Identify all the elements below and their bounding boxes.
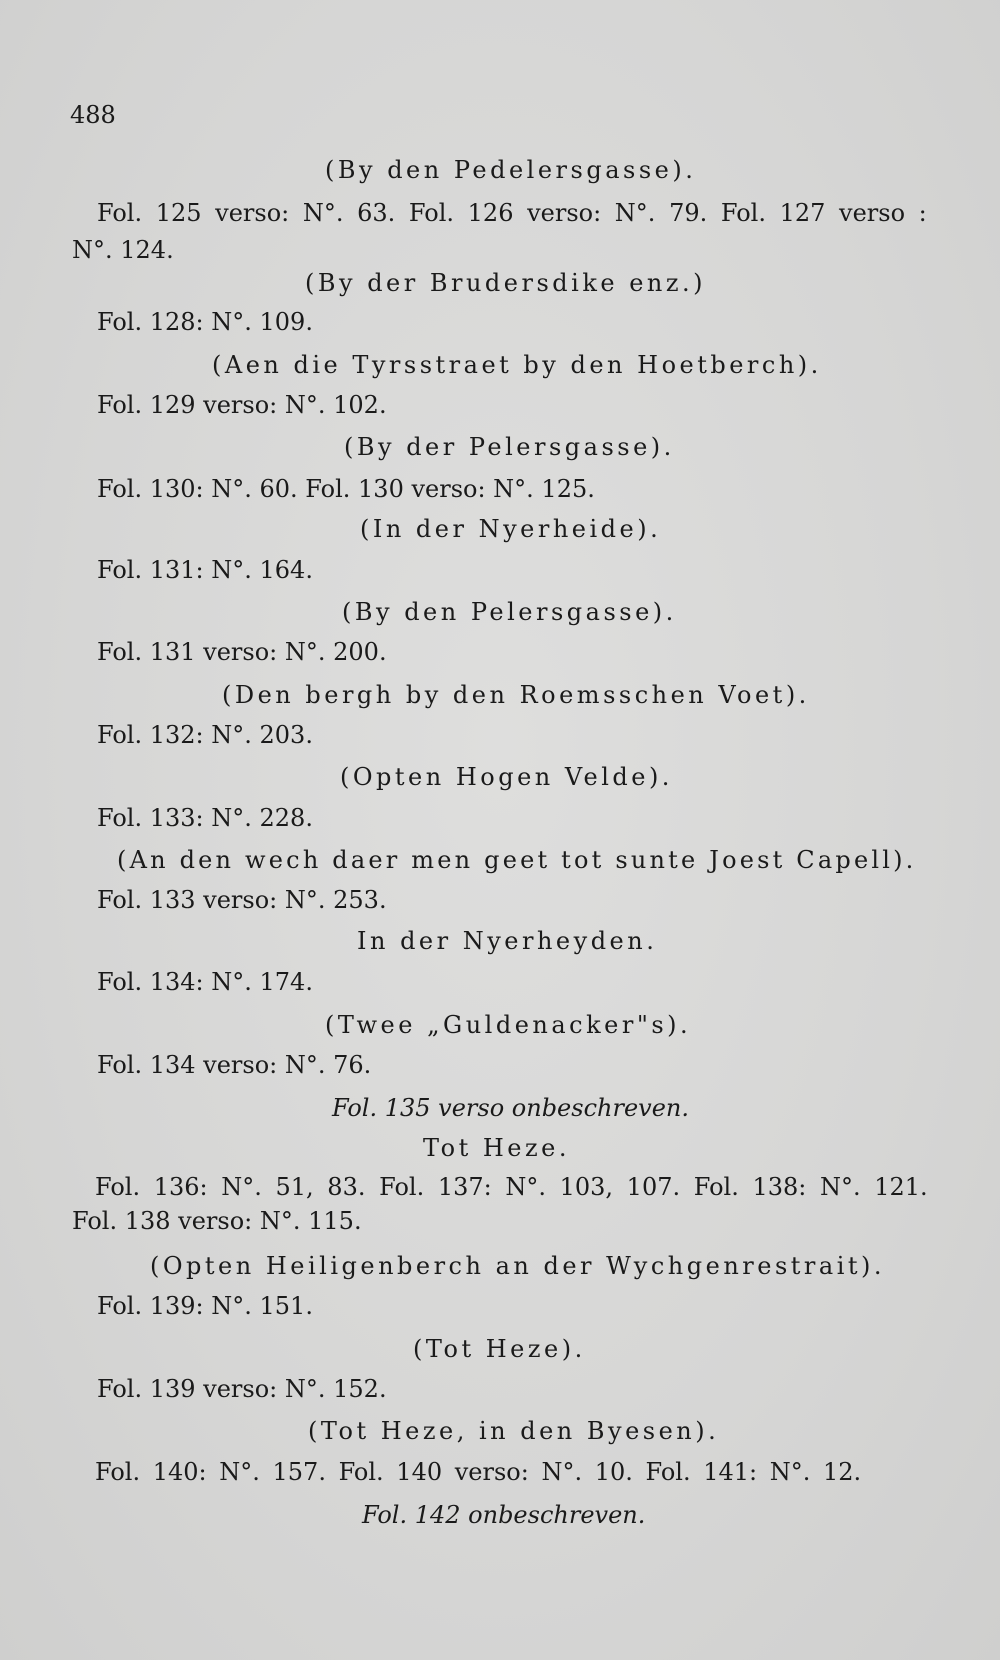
- section-heading: (An den wech daer men geet tot sunte Joest Capell).: [117, 846, 917, 874]
- folio-entry: N°. 124.: [72, 236, 174, 264]
- section-note: Fol. 142 onbeschreven.: [362, 1501, 646, 1529]
- folio-entry: Fol. 136: N°. 51, 83. Fol. 137: N°. 103, 107. Fol. 138: N°. 121.: [95, 1173, 928, 1201]
- folio-entry: Fol. 125 verso: N°. 63. Fol. 126 verso: N°. 79. Fol. 127 verso :: [97, 199, 927, 227]
- section-heading: (Opten Hogen Velde).: [340, 763, 673, 791]
- page-number: 488: [70, 101, 116, 129]
- section-heading: (In der Nyerheide).: [360, 515, 662, 543]
- section-heading: In der Nyerheyden.: [357, 927, 658, 955]
- section-heading: (Opten Heiligenberch an der Wychgenrestrait).: [150, 1252, 885, 1280]
- folio-entry: Fol. 139: N°. 151.: [97, 1292, 313, 1320]
- folio-entry: Fol. 130: N°. 60. Fol. 130 verso: N°. 125.: [97, 475, 595, 503]
- folio-entry: Fol. 131 verso: N°. 200.: [97, 638, 387, 666]
- folio-entry: Fol. 134 verso: N°. 76.: [97, 1051, 372, 1079]
- folio-entry: Fol. 131: N°. 164.: [97, 556, 313, 584]
- folio-entry: Fol. 129 verso: N°. 102.: [97, 391, 387, 419]
- section-heading: (Tot Heze, in den Byesen).: [308, 1417, 720, 1445]
- section-heading: (Aen die Tyrsstraet by den Hoetberch).: [212, 351, 822, 379]
- folio-entry: Fol. 138 verso: N°. 115.: [72, 1207, 362, 1235]
- section-heading: (By den Pelersgasse).: [342, 598, 677, 626]
- folio-entry: Fol. 128: N°. 109.: [97, 308, 313, 336]
- section-heading: Tot Heze.: [423, 1134, 570, 1162]
- section-heading: (Tot Heze).: [413, 1335, 586, 1363]
- section-heading: (By der Pelersgasse).: [344, 433, 675, 461]
- section-heading: (By der Brudersdike enz.): [305, 269, 706, 297]
- folio-entry: Fol. 140: N°. 157. Fol. 140 verso: N°. 10. Fol. 141: N°. 12.: [95, 1458, 862, 1486]
- folio-entry: Fol. 134: N°. 174.: [97, 968, 313, 996]
- section-note: Fol. 135 verso onbeschreven.: [332, 1094, 689, 1122]
- folio-entry: Fol. 132: N°. 203.: [97, 721, 313, 749]
- folio-entry: Fol. 139 verso: N°. 152.: [97, 1375, 387, 1403]
- folio-entry: Fol. 133: N°. 228.: [97, 804, 313, 832]
- section-heading: (Twee „Guldenacker"s).: [325, 1011, 692, 1039]
- section-heading: (Den bergh by den Roemsschen Voet).: [222, 681, 810, 709]
- folio-entry: Fol. 133 verso: N°. 253.: [97, 886, 387, 914]
- section-heading: (By den Pedelersgasse).: [325, 156, 697, 184]
